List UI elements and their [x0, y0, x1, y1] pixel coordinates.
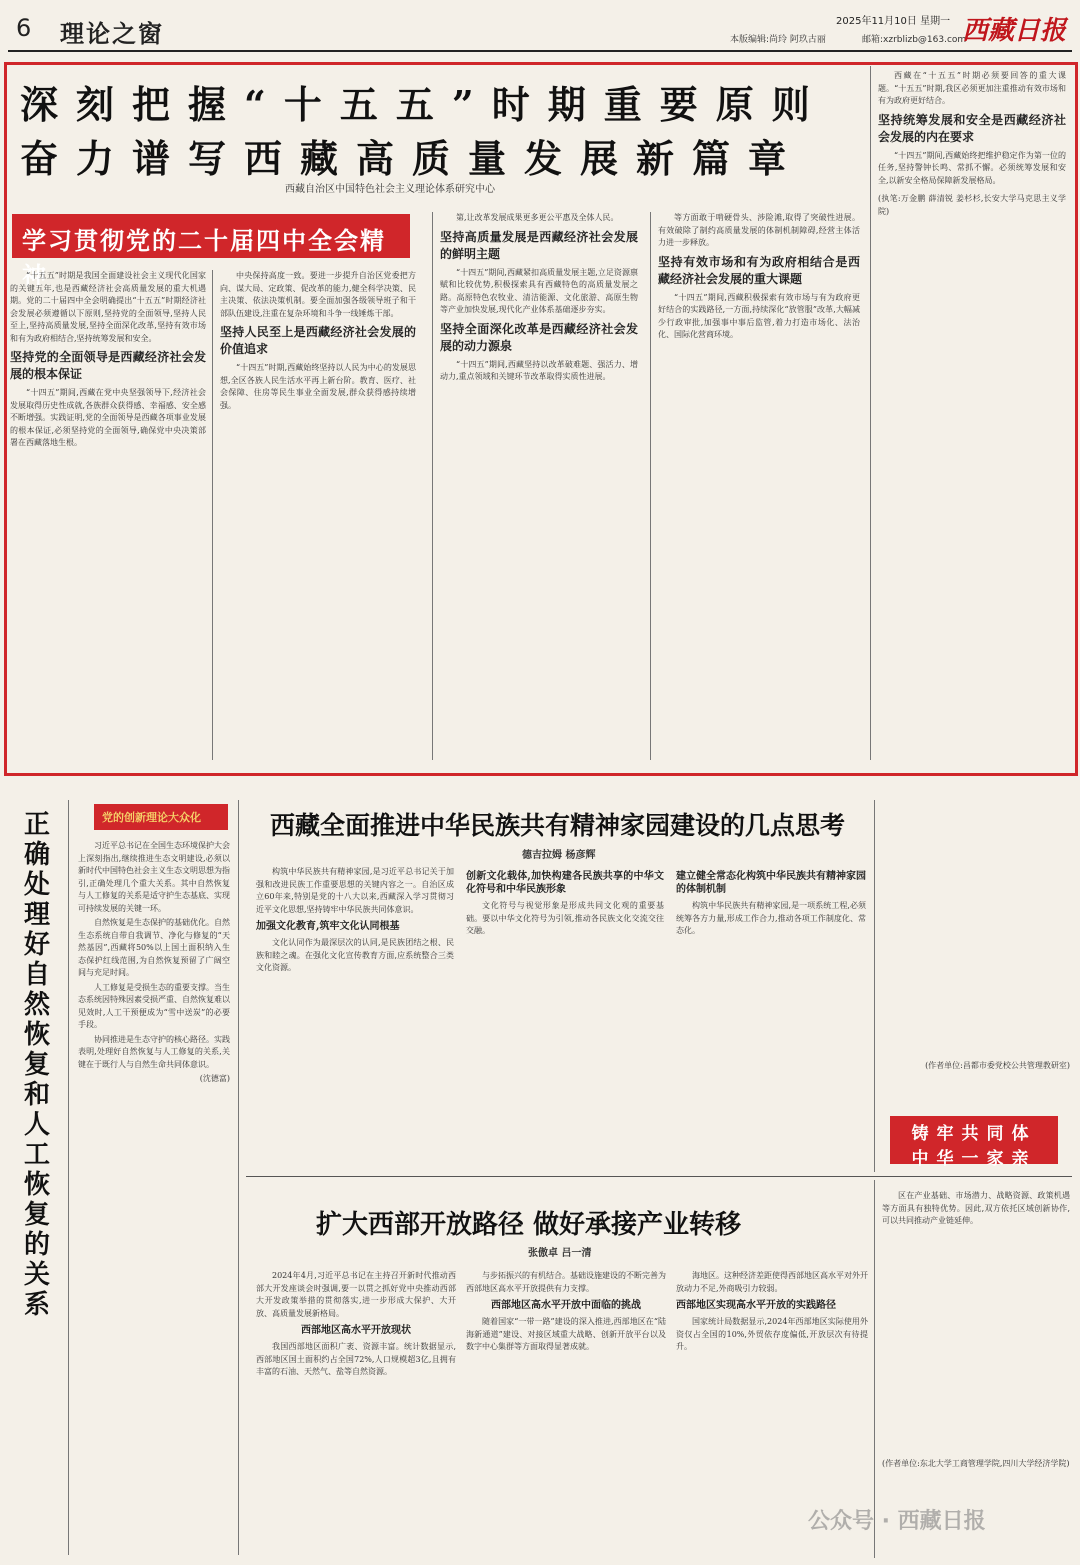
watermark: 公众号 · 西藏日报 [808, 1509, 986, 1534]
article3-heading3: 西部地区实现高水平开放的实践路径 [676, 1300, 836, 1311]
side-text: 习近平总书记在全国生态环境保护大会上深刻指出,继续推进生态文明建设,必须以新时代中国特色社会主义生态文明思想为指引,正确处理几个重大关系。其中自然恢复与人工修复的关系是适守护生态基底、实现可持续发展的关键一环。 [78, 841, 230, 913]
lead-col5-heading: 坚持统筹发展和安全是西藏经济社会发展的内在要求 [878, 112, 1066, 144]
article2-col-3 [676, 866, 866, 1164]
side-text3: 人工修复是受损生态的重要支撑。当生态系统因特殊因素受损严重、自然恢复难以见效时,人工干预便成为“雪中送炭”的必要手段。 [78, 982, 230, 1029]
article3-text7: 区在产业基础、市场潜力、战略资源、政策机遇等方面具有独特优势。因此,双方依托区域创新协作,可以共同推动产业链延伸。 [882, 1191, 1070, 1225]
article2-text3: 文化符号与视觉形象是形成共同文化观的重要基础。要以中华文化符号为引领,推动各民族文化交流交往交融。 [466, 901, 664, 935]
article3-text4: 随着国家“一带一路”建设的深入推进,西部地区在“陆海新通道”建设、对接区域重大战略、创新开放平台以及数字中心集群等方面取得显著成就。 [466, 1317, 666, 1351]
lead-col3-heading: 坚持高质量发展是西藏经济社会发展的鲜明主题 [440, 229, 638, 261]
article3-byline: 张傲卓 吕一清 [528, 1248, 592, 1259]
lead-col-1 [10, 270, 206, 762]
lead-col3-text: 第,让改革发展成果更多更公平惠及全体人民。 [456, 213, 619, 222]
article3-text3: 与步拓振兴的有机结合。基础设施建设的不断完善为西部地区高水平开放提供有力支撑。 [466, 1271, 666, 1293]
page-number: 6 [16, 14, 32, 42]
article3-col-2 [466, 1270, 666, 1558]
lead-col-5 [878, 70, 1066, 762]
lead-title-line2: 奋力谱写西藏高质量发展新篇章 [20, 136, 805, 181]
lead-col-3 [440, 212, 638, 762]
side-title: 正确处理好自然恢复和人工恢复的关系 [24, 810, 51, 1320]
article3-col-4 [882, 1190, 1070, 1558]
section-name: 理论之窗 [60, 19, 164, 48]
article2-text1: 构筑中华民族共有精神家园,是习近平总书记关于加强和改进民族工作重要思想的关键内容之一。自治区成立60年来,特别是党的十八大以来,西藏深入学习贯彻习近平文化思想,坚持铸牢中华民族共同体意识。 [256, 867, 454, 914]
lead-col5-text2: “十四五”期间,西藏始终把维护稳定作为第一位的任务,坚持警钟长鸣、常抓不懈。必须统筹发展和安全,以新安全格局保障新发展格局。 [878, 150, 1066, 185]
article3-heading1: 西部地区高水平开放现状 [301, 1325, 411, 1336]
article2-author: (作者单位:昌都市委党校公共管理教研室) [925, 1061, 1070, 1070]
lead-col1-intro: “十五五”时期是我国全面建设社会主义现代化国家的关键五年,也是西藏经济社会高质量发展的重大机遇期。党的二十届四中全会明确提出“十五五”时期经济社会发展必须遵循以下原则,坚持党的全面领导,坚持人民至上,坚持高质量发展,坚持全面深化改革,坚持有效市场和有为政府相结合,坚持统筹发展和安全。 [10, 271, 206, 343]
lead-title-line1: 深刻把握“十五五”时期重要原则 [20, 82, 828, 127]
lead-banner-text: 学习贯彻党的二十届四中全会精神 [22, 226, 386, 290]
article2-heading3: 建立健全常态化构筑中华民族共有精神家园的体制机制 [676, 871, 866, 895]
article2-text2: 文化认同作为最深层次的认同,是民族团结之根、民族和睦之魂。在强化文化宣传教育方面,应系统整合三类文化资源。 [256, 938, 454, 972]
banner-unity-line2: 中华一家亲 [911, 1149, 1037, 1169]
lead-authors: (执笔:万金鹏 薛清锐 姜杉杉,长安大学马克思主义学院) [878, 194, 1066, 216]
article2-text4: 构筑中华民族共有精神家园,是一项系统工程,必须统筹各方力量,形成工作合力,推动各项工作制度化、常态化。 [676, 901, 866, 935]
lead-col5-text: 西藏在“十五五”时期必须要回答的重大课题。“十五五”时期,我区必须更加注重推动有效市场和有为政府更好结合。 [878, 71, 1066, 105]
lead-col4-heading: 坚持有效市场和有为政府相结合是西藏经济社会发展的重大课题 [658, 254, 860, 286]
article2-col-2 [466, 866, 664, 1164]
lead-col2-text2: “十四五”时期,西藏始终坚持以人民为中心的发展思想,全区各族人民生活水平再上新台阶。教育、医疗、社会保障、住房等民生事业全面发展,群众获得感持续增强。 [220, 363, 416, 410]
article3-author: (作者单位:东北大学工商管理学院,四川大学经济学院) [882, 1458, 1070, 1468]
lead-col4-text2: “十四五”期间,西藏积极探索有效市场与有为政府更好结合的实践路径,一方面,持续深化“放管服”改革,大幅减少行政审批,加强事中事后监管,着力打造市场化、法治化、国际化营商环境。 [658, 292, 860, 339]
article2-col-1 [256, 866, 454, 1164]
side-text4: 协同推进是生态守护的核心路径。实践表明,处理好自然恢复与人工修复的关系,关键在于既行人与自然生命共同体意识。 [78, 1034, 230, 1069]
lead-col3-text2: “十四五”期间,西藏紧扣高质量发展主题,立足资源禀赋和比较优势,积极探索具有西藏特色的高质量发展之路。高原特色农牧业、清洁能源、文化旅游、高原生物等产业加快发展,现代化产业体系基础逐步夯实。 [440, 267, 638, 314]
lead-byline: 西藏自治区中国特色社会主义理论体系研究中心 [285, 184, 495, 195]
article2-col-4 [882, 800, 1070, 1100]
lead-col2-text: 中央保持高度一致。要进一步提升自治区党委把方向、谋大局、定政策、促改革的能力,健全科学决策、民主决策、依法决策机制。要全面加强各级领导班子和干部队伍建设,注重在复杂环境和斗争一线锤炼干部。 [220, 271, 416, 318]
side-body [78, 840, 230, 1552]
lead-col-2 [220, 270, 416, 762]
article2-heading1: 加强文化教育,筑牢文化认同根基 [256, 921, 400, 932]
article2-heading2: 创新文化载体,加快构建各民族共享的中华文化符号和中华民族形象 [466, 871, 664, 895]
header-rule [8, 50, 1072, 52]
article3-text2: 我国西部地区面积广袤、资源丰富。统计数据显示,西部地区国土面积约占全国72%,人口规模超3亿,且拥有丰富的石油、天然气、盐等自然资源。 [256, 1342, 456, 1376]
lead-col-4 [658, 212, 860, 762]
issue-date: 2025年11月10日 星期一 [836, 16, 951, 27]
side-column-tag [94, 804, 228, 830]
article3-heading2: 西部地区高水平开放中面临的挑战 [491, 1300, 641, 1311]
banner-unity-line1: 铸牢共同体 [911, 1124, 1037, 1144]
newspaper-logo: 西藏日报 [962, 16, 1067, 46]
lead-col3-heading2: 坚持全面深化改革是西藏经济社会发展的动力源泉 [440, 321, 638, 353]
article3-col-1 [256, 1270, 456, 1558]
lead-col3-text3: “十四五”期间,西藏坚持以改革破难题、强活力、增动力,重点领域和关键环节改革取得实质性进展。 [440, 359, 638, 381]
lead-col1-heading: 坚持党的全面领导是西藏经济社会发展的根本保证 [10, 350, 206, 381]
lead-col2-heading: 坚持人民至上是西藏经济社会发展的价值追求 [220, 325, 416, 356]
lead-col1-text: “十四五”期间,西藏在党中央坚强领导下,经济社会发展取得历史性成就,各族群众获得感、幸福感、安全感不断增强。实践证明,党的全面领导是西藏各项事业发展的根本保证,必须坚持党的全面领导,确保党中央决策部署在西藏落地生根。 [10, 388, 206, 447]
side-column-tag-text: 党的创新理论大众化 [102, 811, 201, 824]
article3-title: 扩大西部开放路径 做好承接产业转移 [316, 1210, 742, 1240]
article3-text5: 海地区。这种经济差距使得西部地区高水平对外开放动力不足,外商吸引力较弱。 [676, 1271, 868, 1293]
editors: 本版编辑:尚玲 阿玖古丽 [730, 35, 826, 45]
article3-text6: 国家统计局数据显示,2024年西部地区实际使用外资仅占全国的10%,外贸依存度偏低,开放层次有待提升。 [676, 1317, 868, 1351]
article2-title: 西藏全面推进中华民族共有精神家园建设的几点思考 [270, 811, 846, 840]
article3-text1: 2024年4月,习近平总书记在主持召开新时代推动西部大开发座谈会时强调,要一以贯之抓好党中央推动西部大开发政策举措的贯彻落实,进一步形成大保护、大开放、高质量发展新格局。 [256, 1271, 456, 1318]
side-author: (沈德富) [199, 1074, 230, 1083]
side-text2: 自然恢复是生态保护的基础优化。自然生态系统自带自我调节、净化与修复的“天然基因”,西藏将50%以上国土面积纳入生态保护红线范围,为自然恢复预留了广阔空间与充足时间。 [78, 918, 230, 977]
banner-unity [890, 1116, 1058, 1169]
article2-byline: 德吉拉姆 杨彦辉 [522, 850, 596, 861]
email: 邮箱:xzrblizb@163.com [862, 35, 967, 45]
lead-col4-text: 等方面敢于啃硬骨头、涉险滩,取得了突破性进展。有效破除了制约高质量发展的体制机制障碍,经营主体活力进一步释放。 [658, 213, 860, 247]
lead-banner [10, 212, 412, 290]
